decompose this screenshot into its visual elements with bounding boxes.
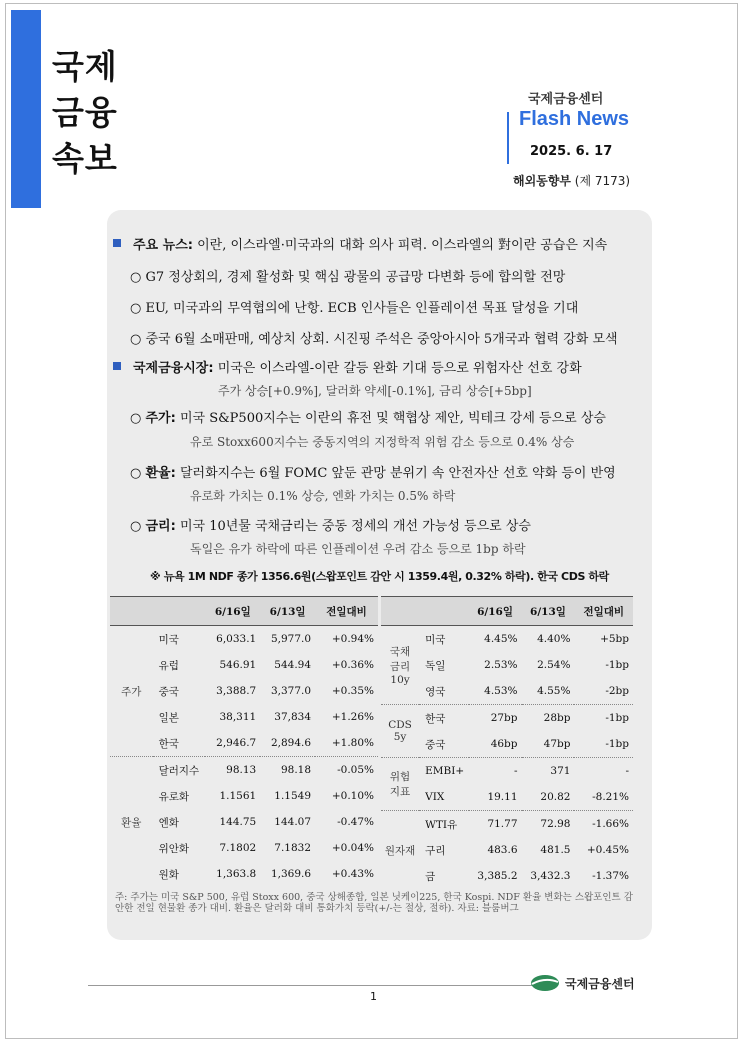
table-cell: 38,311 bbox=[219, 711, 257, 723]
row-label: 엔화 bbox=[158, 816, 179, 829]
row-label: 미국 bbox=[158, 633, 179, 646]
market-headline-text: 미국은 이스라엘-이란 갈등 완화 기대 등으로 위험자산 선호 강화 bbox=[217, 361, 582, 376]
table-row bbox=[110, 757, 378, 784]
issue-date: 2025. 6. 17 bbox=[530, 144, 613, 159]
table-cell: 544.94 bbox=[274, 659, 312, 671]
ndf-note: ※ 뉴욕 1M NDF 종가 1356.6원(스왑포인트 감안 시 1359.4원, 0.32% 하락). 한국 CDS 하락 bbox=[150, 570, 609, 583]
market-table-left: 6/16일 6/13일 전일대비 주가 미국 6,033.1 5,977.0 +0.94% 유럽 546.91 544.94 +0.36% 중국 3,388.7 3,377.0 +0.35% 일본 38,311 37,834 +1.26% 한국 2,946.7 2,894.6 +1.80% 환율 달러지수 98.13 98.18 -0.05% 유로화 1.1561 1.1549 +0.10% 엔화 144.75 144.07 -0.47% 위안화 7.1802 7.1832 +0.04% 원화 1,363.8 1,369.6 +0.43% bbox=[110, 596, 378, 887]
table-cell: -1bp bbox=[574, 705, 633, 732]
table-cell: 2.54% bbox=[537, 659, 571, 671]
table-cell: -0.47% bbox=[337, 816, 374, 828]
row-label: 일본 bbox=[158, 711, 179, 724]
table-cell: 27bp bbox=[469, 705, 522, 732]
table-row bbox=[381, 678, 633, 705]
table-cell: 37,834 bbox=[274, 711, 312, 723]
table-row bbox=[110, 626, 378, 653]
table-cell: 3,385.2 bbox=[477, 870, 518, 882]
table-group-label: 위험 지표 bbox=[381, 758, 419, 811]
row-label: 구리 bbox=[425, 844, 446, 857]
market-item-stock: ○ 주가: 미국 S&P500지수는 이란의 휴전 및 핵협상 제안, 빅테크 강세 등으로 상승 bbox=[130, 411, 606, 426]
table-cell: +5bp bbox=[600, 633, 629, 645]
table-cell: 4.53% bbox=[484, 685, 518, 697]
table-group-label: 원자재 bbox=[381, 811, 419, 890]
table-cell: 546.91 bbox=[219, 659, 257, 671]
table-cell: 7.1802 bbox=[219, 842, 257, 854]
table-cell: 98.18 bbox=[260, 757, 315, 784]
table-cell: +0.36% bbox=[331, 659, 374, 671]
footer-logo-text: 국제금융센터 bbox=[565, 977, 635, 991]
row-label: WTI유 bbox=[419, 811, 468, 838]
table-cell: 46bp bbox=[490, 738, 518, 750]
title-line-3: 속보 bbox=[52, 139, 118, 178]
title-line-1: 국제 bbox=[52, 47, 118, 86]
table-cell: 5,977.0 bbox=[270, 633, 312, 645]
news-headline-label: 주요 뉴스: bbox=[133, 238, 193, 253]
table-cell: - bbox=[574, 758, 633, 785]
row-label: 중국 bbox=[425, 738, 446, 751]
market-item-rate-sub: 독일은 유가 하락에 따른 인플레이션 우려 감소 등으로 1bp 하락 bbox=[190, 542, 526, 556]
table-cell: 3,432.3 bbox=[530, 870, 571, 882]
table-cell: 1.1561 bbox=[219, 790, 257, 802]
table-group-label: 국채 금리 10y bbox=[389, 646, 411, 686]
row-label: 한국 bbox=[419, 705, 468, 732]
row-label: VIX bbox=[425, 791, 445, 803]
table-row bbox=[381, 731, 633, 758]
table-row bbox=[381, 652, 633, 678]
bullet-square-icon bbox=[113, 362, 121, 370]
table-cell: +0.35% bbox=[331, 685, 374, 697]
row-label: 금 bbox=[425, 870, 436, 883]
table-cell: +0.04% bbox=[331, 842, 374, 854]
table-cell: 19.11 bbox=[487, 791, 518, 803]
market-item-rate: ○ 금리: 미국 10년물 국채금리는 중동 정세의 개선 가능성 등으로 상승 bbox=[130, 519, 531, 534]
table-cell: 2.53% bbox=[484, 659, 518, 671]
table-cell: -1bp bbox=[605, 738, 629, 750]
table-cell: 20.82 bbox=[540, 791, 571, 803]
market-item-stock-sub: 유로 Stoxx600지수는 중동지역의 지정학적 위험 감소 등으로 0.4% 상승 bbox=[190, 435, 575, 449]
department bbox=[513, 172, 630, 189]
table-row bbox=[381, 837, 633, 863]
table-row bbox=[381, 863, 633, 889]
table-row bbox=[381, 784, 633, 811]
table-cell: 98.13 bbox=[205, 757, 260, 784]
market-item-fx: ○ 환율: 달러화지수는 6월 FOMC 앞둔 관망 분위기 속 안전자산 선호 약화 등이 반영 bbox=[130, 466, 616, 481]
row-label: 달러지수 bbox=[153, 757, 206, 784]
table-footnote: 주: 주가는 미국 S&P 500, 유럽 Stoxx 600, 중국 상해종합, 일본 닛케이225, 한국 Kospi. NDF 환율 변화는 스왑포인트 감안한 전일 현물환 종가 대비. 환율은 달러화 대비 통화가치 등락(+/-는 절상, 절하). 자료: 블룸버그 bbox=[115, 892, 633, 914]
table-row bbox=[381, 705, 633, 732]
org-name: 국제금융센터 bbox=[528, 92, 604, 107]
news-headline-text: 이란, 이스라엘·미국과의 대화 의사 피력. 이스라엘의 對이란 공습은 지속 bbox=[197, 238, 608, 253]
table-cell: 144.75 bbox=[219, 816, 257, 828]
table-cell: -2bp bbox=[605, 685, 629, 697]
table-cell: 4.45% bbox=[484, 633, 518, 645]
table-cell: 7.1832 bbox=[274, 842, 312, 854]
table-row bbox=[381, 758, 633, 785]
table-cell: -8.21% bbox=[592, 791, 629, 803]
table-cell: +1.80% bbox=[331, 737, 374, 749]
market-headline-label: 국제금융시장: bbox=[133, 361, 214, 376]
row-label: 영국 bbox=[425, 685, 446, 698]
row-label: 중국 bbox=[158, 685, 179, 698]
table-cell: -1bp bbox=[605, 659, 629, 671]
footer-divider bbox=[88, 985, 538, 986]
table-cell: 28bp bbox=[522, 705, 575, 732]
table-cell: +1.26% bbox=[331, 711, 374, 723]
table-group-label: 환율 bbox=[110, 757, 153, 888]
table-row bbox=[381, 626, 633, 653]
issue-number: (제 7173) bbox=[574, 174, 631, 188]
table-group-label: 주가 bbox=[121, 685, 142, 698]
table-cell: -1.66% bbox=[574, 811, 633, 838]
row-label: 위안화 bbox=[158, 842, 190, 855]
news-item: ○ EU, 미국과의 무역협의에 난항. ECB 인사들은 인플레이션 목표 달성을 기대 bbox=[130, 301, 579, 316]
table-cell: 371 bbox=[522, 758, 575, 785]
row-label: 한국 bbox=[158, 737, 179, 750]
table-cell: 3,388.7 bbox=[216, 685, 257, 697]
table-cell: -1.37% bbox=[592, 870, 629, 882]
table-cell: 481.5 bbox=[540, 844, 571, 856]
news-item: ○ G7 정상회의, 경제 활성화 및 핵심 광물의 공급망 다변화 등에 합의할 전망 bbox=[130, 270, 566, 285]
table-cell: 72.98 bbox=[522, 811, 575, 838]
table-cell: 4.40% bbox=[537, 633, 571, 645]
row-label: 유로화 bbox=[158, 790, 190, 803]
dept-name: 해외동향부 bbox=[513, 174, 571, 188]
news-item: ○ 중국 6월 소매판매, 예상치 상회. 시진핑 주석은 중앙아시아 5개국과 협력 강화 모색 bbox=[130, 332, 618, 347]
table-row bbox=[381, 811, 633, 838]
table-cell: +0.10% bbox=[331, 790, 374, 802]
market-table-right: 6/16일 6/13일 전일대비 국채 금리 10y 미국 4.45% 4.40% +5bp 독일 2.53% 2.54% -1bp 영국 4.53% 4.55% -2bp CDS 5y 한국 27bp 28bp -1bp 중국 46bp 47bp -1bp 위험 지표 EMBI+ - 371 - VIX 19.11 20.82 -8.21% 원자재 WTI유 71.77 72.98 -1.66% 구리 483.6 481.5 +0.45% 금 3,385.2 3,432.3 -1.37% bbox=[381, 596, 633, 889]
page-title bbox=[52, 44, 118, 182]
table-cell: 144.07 bbox=[274, 816, 312, 828]
table-cell: 71.77 bbox=[469, 811, 522, 838]
header-divider bbox=[507, 112, 509, 164]
table-cell: 2,894.6 bbox=[270, 737, 312, 749]
title-accent-bar bbox=[11, 10, 41, 208]
table-cell: 2,946.7 bbox=[216, 737, 257, 749]
market-item-fx-sub: 유로화 가치는 0.1% 상승, 엔화 가치는 0.5% 하락 bbox=[190, 489, 456, 503]
table-cell: 6,033.1 bbox=[216, 633, 257, 645]
bullet-square-icon bbox=[113, 239, 121, 247]
market-headline-sub: 주가 상승[+0.9%], 달러화 약세[-0.1%], 금리 상승[+5bp] bbox=[218, 384, 532, 398]
table-cell: 4.55% bbox=[537, 685, 571, 697]
table-cell: +0.45% bbox=[586, 844, 629, 856]
row-label: 원화 bbox=[158, 868, 179, 881]
market-headline bbox=[133, 357, 582, 376]
row-label: 미국 bbox=[425, 633, 446, 646]
table-cell: 1,363.8 bbox=[216, 868, 257, 880]
table-cell: - bbox=[469, 758, 522, 785]
row-label: 독일 bbox=[425, 659, 446, 672]
row-label: EMBI+ bbox=[419, 758, 468, 785]
row-label: 유럽 bbox=[158, 659, 179, 672]
brand-title: Flash News bbox=[519, 108, 630, 130]
table-cell: -0.05% bbox=[315, 757, 378, 784]
table-cell: 47bp bbox=[543, 738, 571, 750]
page-number: 1 bbox=[370, 990, 377, 1003]
table-group-label: CDS 5y bbox=[381, 705, 419, 758]
table-cell: +0.43% bbox=[331, 868, 374, 880]
title-line-2: 금융 bbox=[52, 93, 118, 132]
table-cell: +0.94% bbox=[331, 633, 374, 645]
table-cell: 1,369.6 bbox=[270, 868, 312, 880]
table-cell: 3,377.0 bbox=[270, 685, 312, 697]
table-cell: 1.1549 bbox=[274, 790, 312, 802]
table-cell: 483.6 bbox=[487, 844, 518, 856]
news-headline bbox=[133, 234, 607, 253]
kcif-logo-icon bbox=[530, 974, 560, 992]
